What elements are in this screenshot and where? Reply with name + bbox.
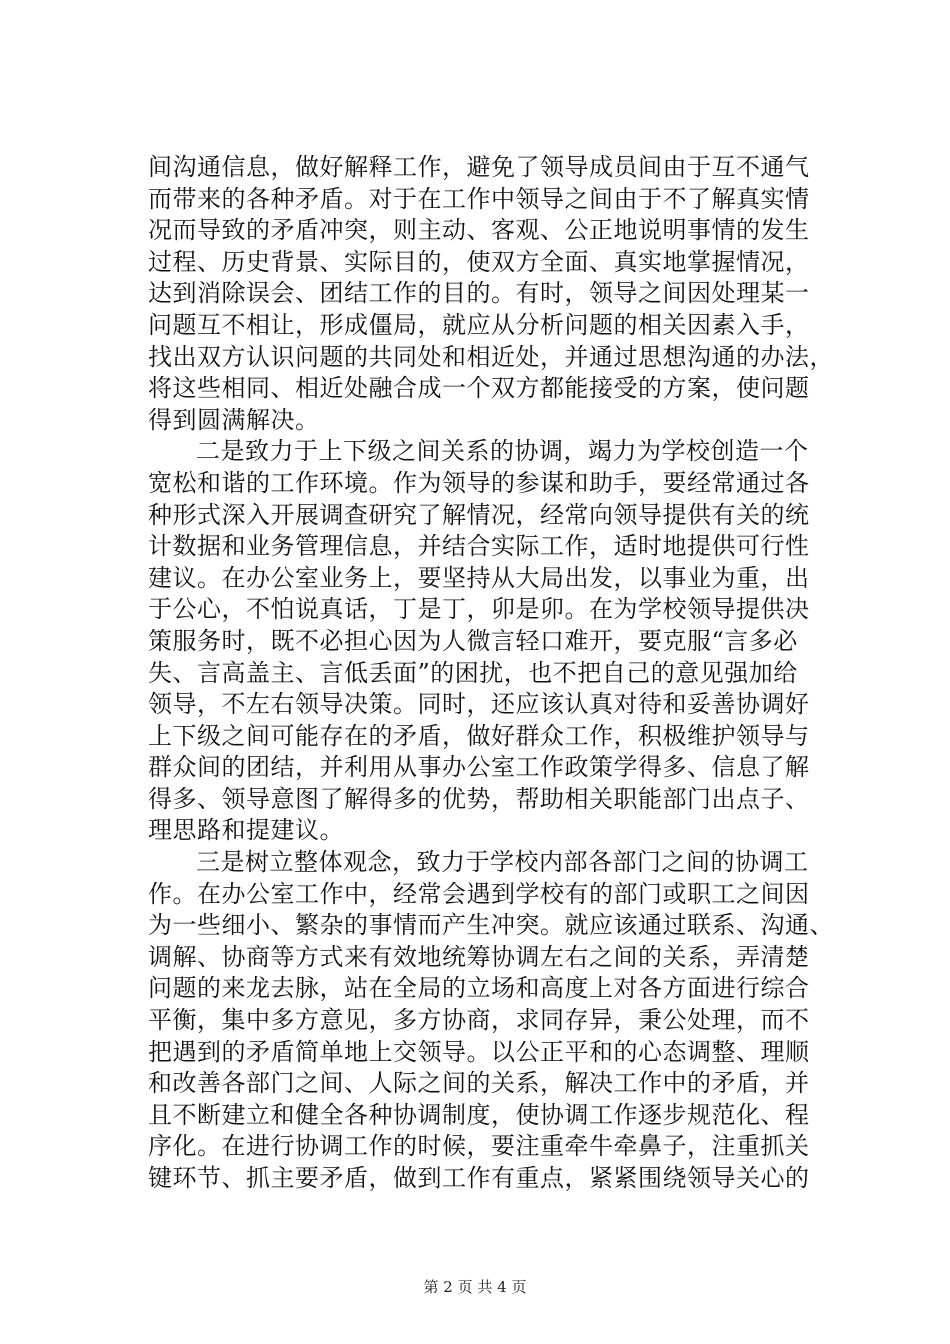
text-line: 于公心，不怕说真话，丁是丁，卯是卯。在为学校领导提供决 — [148, 595, 810, 624]
text-line: 作。在办公室工作中，经常会遇到学校有的部门或职工之间因 — [148, 879, 810, 908]
text-line: 序化。在进行协调工作的时候，要注重牵牛牵鼻子，注重抓关 — [148, 1132, 810, 1161]
text-line: 得多、领导意图了解得多的优势，帮助相关职能部门出点子、 — [148, 784, 810, 813]
text-line: 况而导致的矛盾冲突，则主动、客观、公正地说明事情的发生 — [148, 216, 810, 245]
text-line: 三是树立整体观念，致力于学校内部各部门之间的协调工 — [196, 848, 809, 877]
text-line: 为一些细小、繁杂的事情而产生冲突。就应该通过联系、沟通、 — [148, 911, 834, 940]
text-line: 问题的来龙去脉，站在全局的立场和高度上对各方面进行综合 — [148, 974, 810, 1003]
text-line: 二是致力于上下级之间关系的协调，竭力为学校创造一个 — [196, 437, 809, 466]
text-line: 理思路和提建议。 — [148, 816, 344, 845]
text-line: 建议。在办公室业务上，要坚持从大局出发，以事业为重，出 — [148, 563, 810, 592]
text-line: 上下级之间可能存在的矛盾，做好群众工作，积极维护领导与 — [148, 721, 810, 750]
text-line: 过程、历史背景、实际目的，使双方全面、真实地掌握情况， — [148, 247, 810, 276]
text-line: 宽松和谐的工作环境。作为领导的参谋和助手，要经常通过各 — [148, 468, 810, 497]
text-line: 群众间的团结，并利用从事办公室工作政策学得多、信息了解 — [148, 753, 810, 782]
text-line: 策服务时，既不必担心因为人微言轻口难开，要克服“言多必 — [148, 626, 798, 655]
page-footer: 第 2 页 共 4 页 — [423, 1278, 527, 1296]
text-line: 平衡，集中多方意见，多方协商，求同存异，秉公处理，而不 — [148, 1006, 810, 1035]
text-line: 得到圆满解决。 — [148, 405, 320, 434]
text-line: 且不断建立和健全各种协调制度，使协调工作逐步规范化、程 — [148, 1100, 810, 1129]
text-line: 调解、协商等方式来有效地统筹协调左右之间的关系，弄清楚 — [148, 942, 810, 971]
text-line: 失、言高盖主、言低丢面”的困扰，也不把自己的意见强加给 — [148, 658, 798, 687]
text-line: 和改善各部门之间、人际之间的关系，解决工作中的矛盾，并 — [148, 1069, 810, 1098]
text-line: 达到消除误会、团结工作的目的。有时，领导之间因处理某一 — [148, 279, 810, 308]
text-line: 间沟通信息，做好解释工作，避免了领导成员间由于互不通气 — [148, 153, 810, 181]
text-line: 把遇到的矛盾简单地上交领导。以公正平和的心态调整、理顺 — [148, 1037, 810, 1066]
body-text — [148, 152, 868, 1195]
text-line: 将这些相同、相近处融合成一个双方都能接受的方案，使问题 — [148, 374, 810, 403]
text-line: 种形式深入开展调查研究了解情况，经常向领导提供有关的统 — [148, 500, 810, 529]
text-line: 找出双方认识问题的共同处和相近处，并通过思想沟通的办法， — [148, 342, 834, 371]
text-line: 键环节、抓主要矛盾，做到工作有重点，紧紧围绕领导关心的 — [148, 1164, 810, 1192]
text-line: 领导，不左右领导决策。同时，还应该认真对待和妥善协调好 — [148, 690, 810, 719]
text-line: 计数据和业务管理信息，并结合实际工作，适时地提供可行性 — [148, 532, 810, 561]
text-line: 问题互不相让，形成僵局，就应从分析问题的相关因素入手， — [148, 310, 810, 339]
text-line: 而带来的各种矛盾。对于在工作中领导之间由于不了解真实情 — [148, 184, 810, 213]
